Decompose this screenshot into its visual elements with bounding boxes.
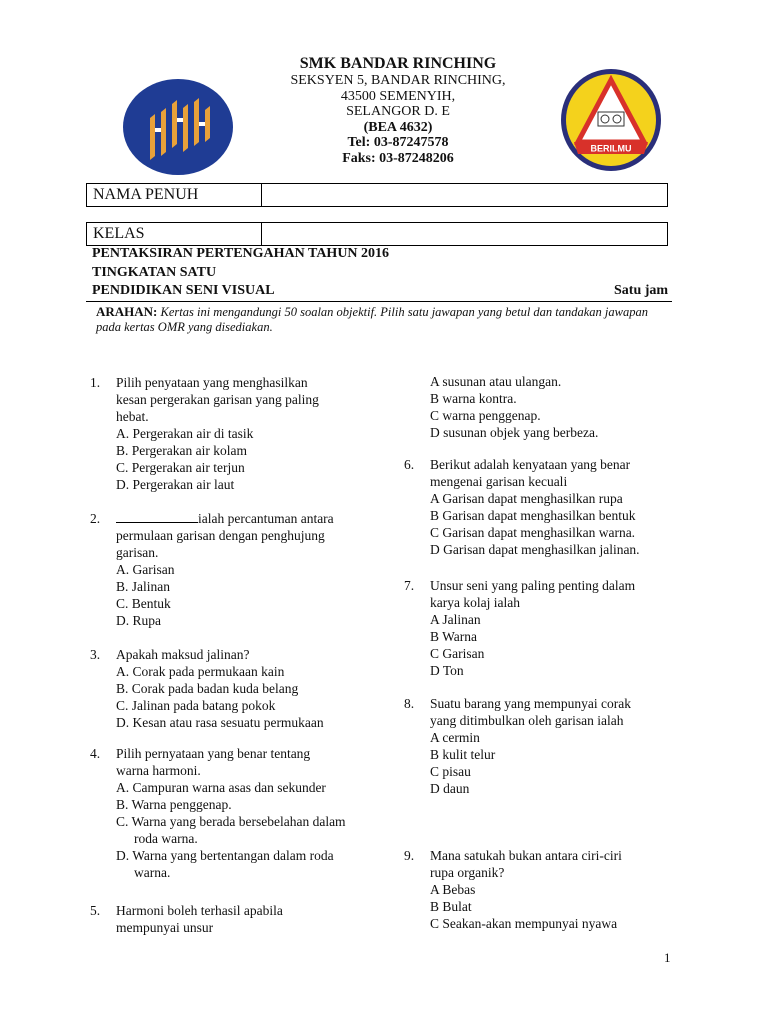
question-line: Mana satukah bukan antara ciri-ciri <box>430 848 622 863</box>
answer-option: A Bebas <box>430 882 476 897</box>
question-line: Unsur seni yang paling penting dalam <box>430 578 636 593</box>
question-number: 9. <box>404 848 415 863</box>
answer-option: D Garisan dapat menghasilkan jalinan. <box>430 542 640 557</box>
question-line: karya kolaj ialah <box>430 595 520 610</box>
question <box>90 902 390 936</box>
crest-motto: BERILMU <box>590 143 632 154</box>
name-input-area[interactable] <box>262 184 667 206</box>
answer-option: C. Bentuk <box>116 596 171 611</box>
answer-option: C Seakan-akan mempunyai nyawa <box>430 916 618 931</box>
question-number: 4. <box>90 746 101 761</box>
answer-option: C. Warna yang berada bersebelahan dalam roda warna. <box>116 814 346 846</box>
name-label: NAMA PENUH <box>87 184 262 206</box>
answer-option: B Bulat <box>430 899 472 914</box>
class-field-row <box>86 222 668 246</box>
question <box>404 695 704 797</box>
question-line: yang ditimbulkan oleh garisan ialah <box>430 713 624 728</box>
question <box>90 510 390 629</box>
question-line: Pilih penyataan yang menghasilkan <box>116 375 308 390</box>
answer-option: D. Warna yang bertentangan dalam roda warna. <box>116 848 334 880</box>
answer-option: C. Jalinan pada batang pokok <box>116 698 276 713</box>
address-line: 43500 SEMENYIH, <box>340 88 456 104</box>
address-line: SEKSYEN 5, BANDAR RINCHING, <box>290 73 506 88</box>
question-line: mengenai garisan kecuali <box>430 474 568 489</box>
class-input-area[interactable] <box>262 223 667 245</box>
answer-option: A susunan atau ulangan. <box>430 374 562 389</box>
answer-option: B Warna <box>430 629 478 644</box>
question-line: garisan. <box>116 545 159 560</box>
question-number: 8. <box>404 696 415 711</box>
answer-option: A Garisan dapat menghasilkan rupa <box>430 491 623 506</box>
answer-option: D daun <box>430 781 470 796</box>
question-line: hebat. <box>116 409 149 424</box>
answer-option: A. Campuran warna asas dan sekunder <box>116 780 326 795</box>
question-line: Apakah maksud jalinan? <box>116 647 250 662</box>
name-field-row <box>86 183 668 207</box>
question-line: permulaan garisan dengan penghujung <box>116 528 325 543</box>
answer-option: B. Pergerakan air kolam <box>116 443 247 458</box>
school-logo <box>122 78 234 176</box>
answer-option: B. Jalinan <box>116 579 170 594</box>
answer-option: A Jalinan <box>430 612 481 627</box>
question <box>90 745 390 881</box>
answer-option: B. Warna penggenap. <box>116 797 232 812</box>
instructions-text: Kertas ini mengandungi 50 soalan objektif. Pilih satu jawapan yang betul dan tandakan jawapan pada kertas OMR yang disediakan. <box>96 305 648 334</box>
answer-option: D. Rupa <box>116 613 161 628</box>
question <box>404 847 704 932</box>
answer-blank <box>116 510 198 523</box>
answer-option: C Garisan <box>430 646 485 661</box>
answer-option: D. Pergerakan air laut <box>116 477 235 492</box>
question-number: 7. <box>404 578 415 593</box>
question-number: 3. <box>90 647 101 662</box>
question-line: warna harmoni. <box>116 763 201 778</box>
answer-option: C warna penggenap. <box>430 408 541 423</box>
school-tel: Tel: 03-87247578 <box>347 135 449 150</box>
school-fax: Faks: 03-87248206 <box>342 150 454 166</box>
answer-option: A cermin <box>430 730 480 745</box>
page-number: 1 <box>664 950 671 965</box>
question-number: 2. <box>90 511 101 526</box>
header-rule <box>86 301 672 302</box>
answer-option: A. Pergerakan air di tasik <box>116 426 254 441</box>
school-code: (BEA 4632) <box>363 119 433 135</box>
question-line: rupa organik? <box>430 865 505 880</box>
question <box>90 646 390 731</box>
class-label: KELAS <box>87 223 262 245</box>
question-number: 5. <box>90 903 101 918</box>
question <box>90 374 390 493</box>
answer-option: C Garisan dapat menghasilkan warna. <box>430 525 636 540</box>
question-line-text: ialah percantuman antara <box>198 511 334 526</box>
answer-option: D susunan objek yang berbeza. <box>430 425 599 440</box>
question-line: Suatu barang yang mempunyai corak <box>430 696 631 711</box>
school-address <box>220 73 576 166</box>
answer-option: D. Kesan atau rasa sesuatu permukaan <box>116 715 324 730</box>
answer-option: B kulit telur <box>430 747 496 762</box>
school-name: SMK BANDAR RINCHING <box>299 55 497 72</box>
question-number: 6. <box>404 457 415 472</box>
question <box>404 456 704 558</box>
answer-option: A. Corak pada permukaan kain <box>116 664 285 679</box>
question <box>404 577 704 679</box>
answer-option: A. Garisan <box>116 562 175 577</box>
address-line: SELANGOR D. E <box>346 104 450 119</box>
answer-option: B. Corak pada badan kuda belang <box>116 681 299 696</box>
question-line: Harmoni boleh terhasil apabila <box>116 903 283 918</box>
question-line: mempunyai unsur <box>116 920 214 935</box>
answer-option: C. Pergerakan air terjun <box>116 460 245 475</box>
question-continuation <box>404 373 704 441</box>
question-line: Pilih pernyataan yang benar tentang <box>116 746 311 761</box>
exam-subject: PENDIDIKAN SENI VISUAL <box>92 283 275 298</box>
question-line: Berikut adalah kenyataan yang benar <box>430 457 631 472</box>
instructions-label: ARAHAN: <box>96 304 158 319</box>
school-crest <box>560 68 662 172</box>
exam-form: TINGKATAN SATU <box>92 265 217 280</box>
exam-title: PENTAKSIRAN PERTENGAHAN TAHUN 2016 <box>92 246 390 261</box>
question-number: 1. <box>90 375 101 390</box>
answer-option: B Garisan dapat menghasilkan bentuk <box>430 508 636 523</box>
exam-duration: Satu jam <box>614 283 669 298</box>
answer-option: B warna kontra. <box>430 391 517 406</box>
question-line: kesan pergerakan garisan yang paling <box>116 392 319 407</box>
answer-option: C pisau <box>430 764 471 779</box>
instructions <box>96 304 676 335</box>
question-line <box>116 510 390 527</box>
answer-option: D Ton <box>430 663 464 678</box>
